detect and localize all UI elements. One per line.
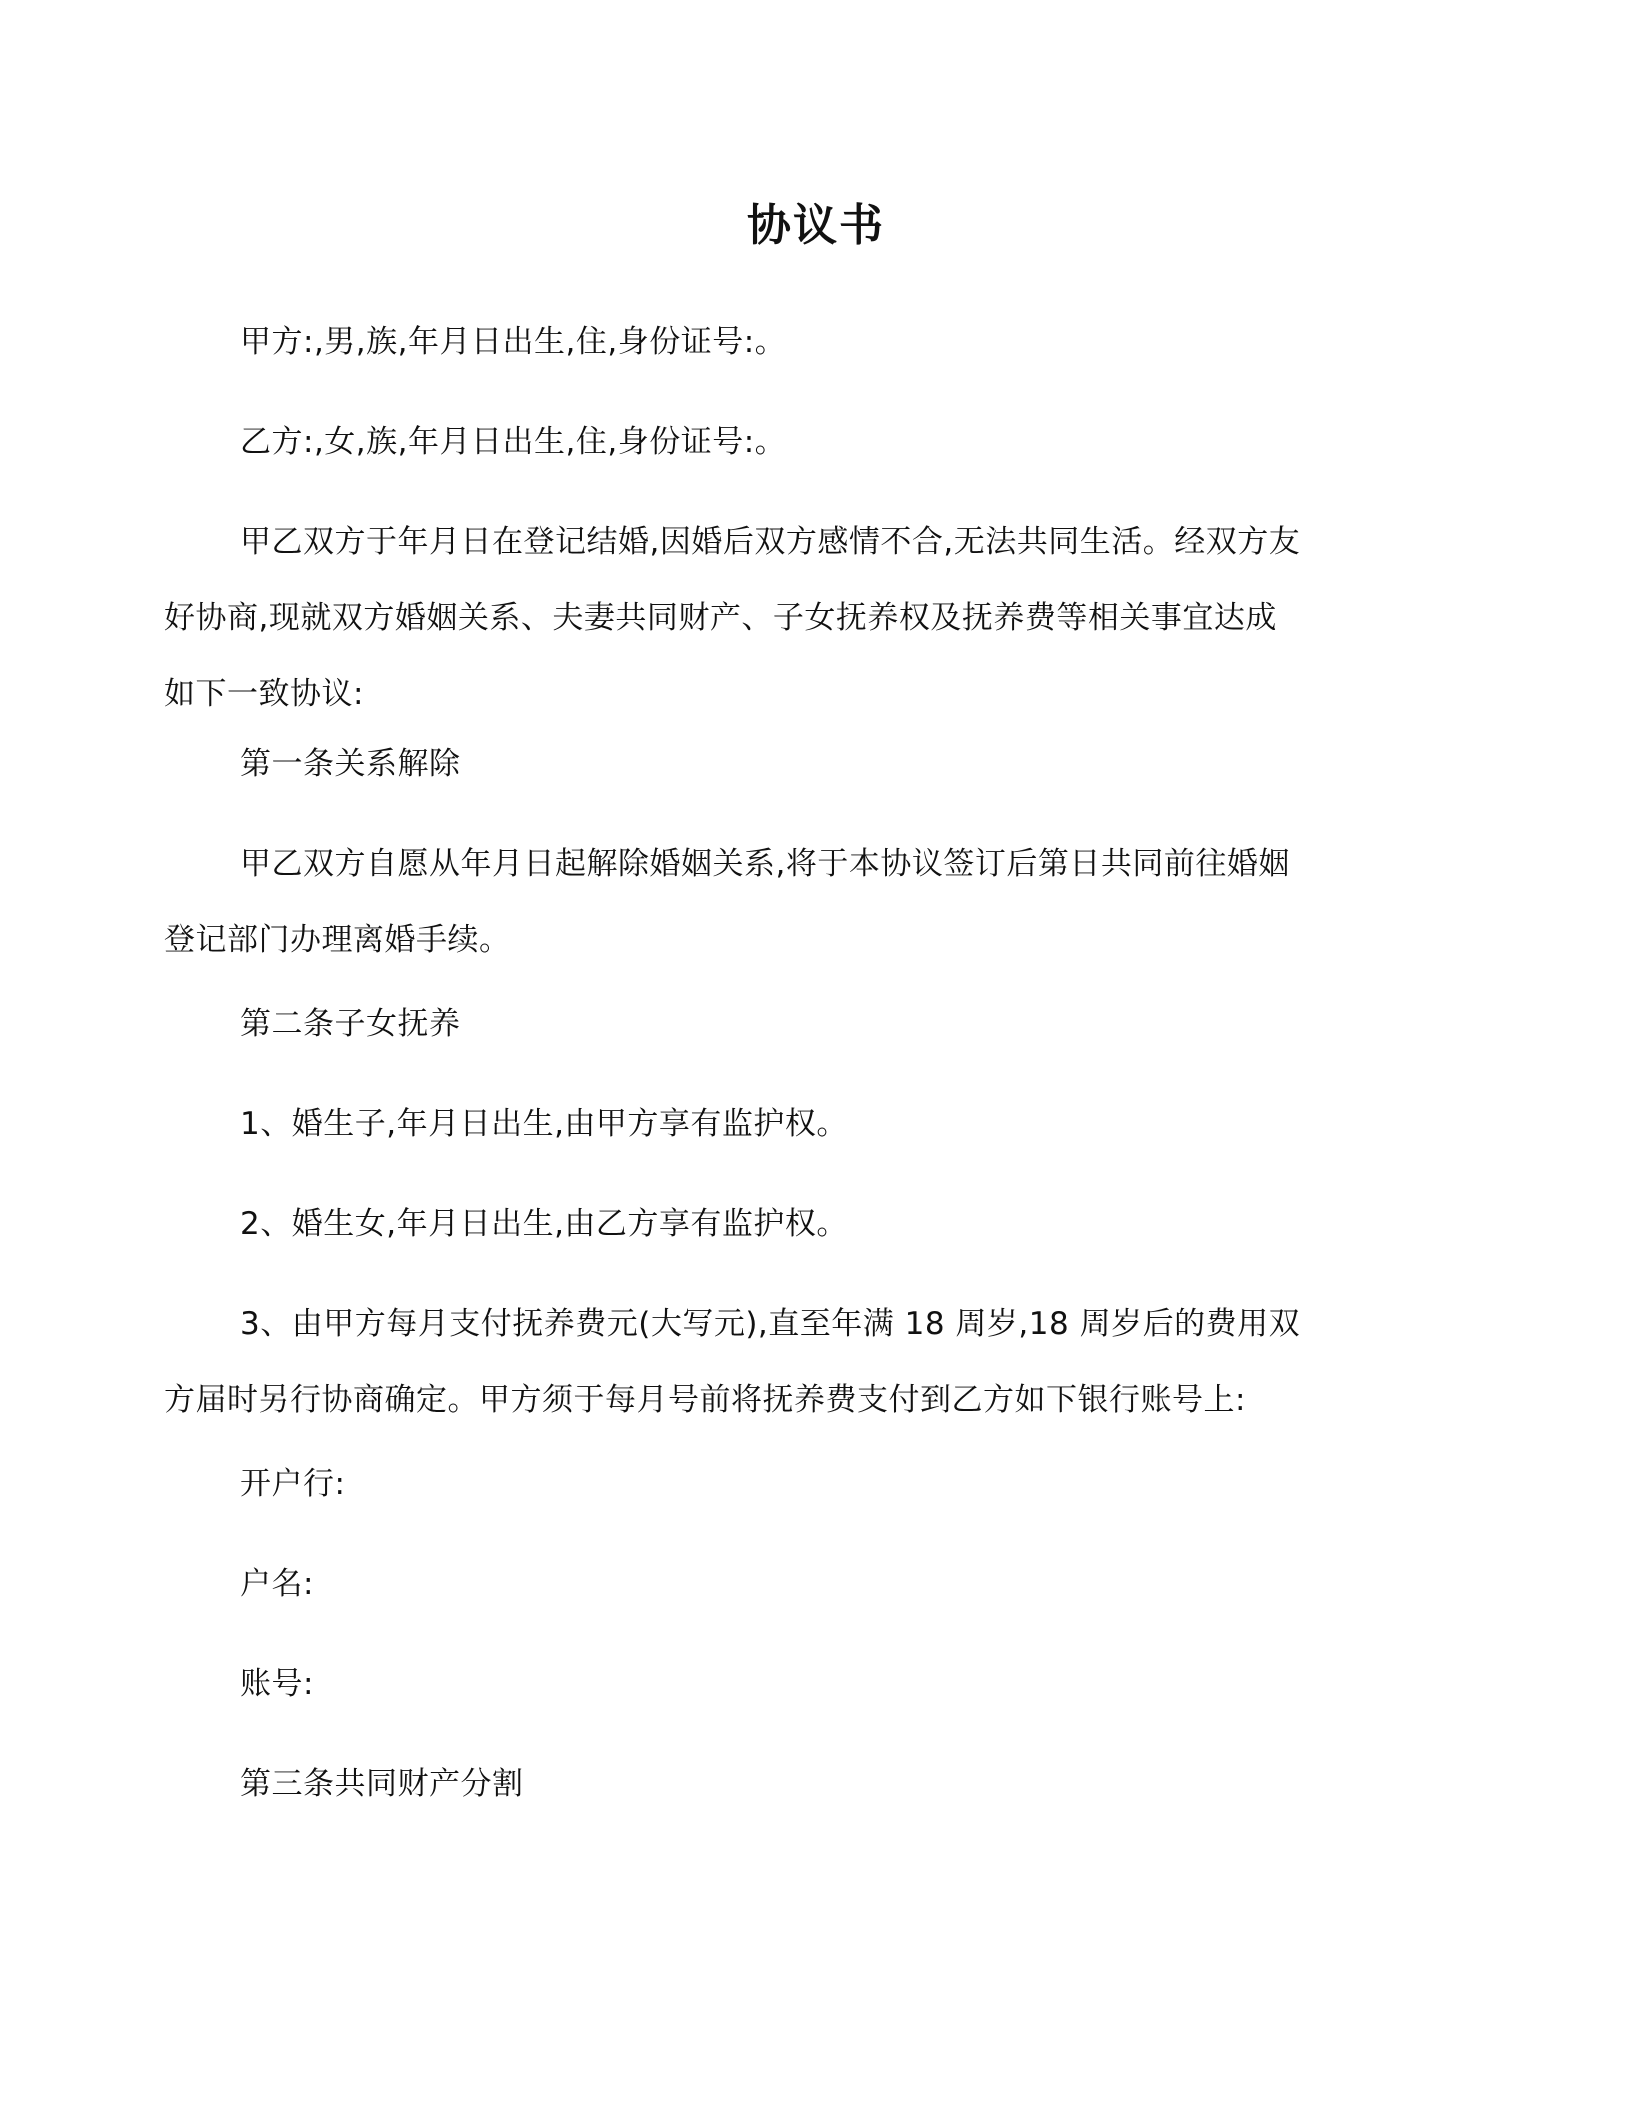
party-a-info: [240, 304, 1396, 380]
party-a-line: 甲方:,男,族,年月日出生,住,身份证号:。: [240, 324, 787, 360]
article1-heading: [240, 726, 1396, 802]
article1-body-line-2: 登记部门办理离婚手续。: [164, 922, 511, 958]
article2-item-3-line-1: 3、由甲方每月支付抚养费元(大写元),直至年满 18 周岁,18 周岁后的费用双: [240, 1306, 1301, 1342]
account-number-field: [240, 1646, 1396, 1722]
article2-item-1: [240, 1086, 1396, 1162]
party-b-line: 乙方:,女,族,年月日出生,住,身份证号:。: [240, 424, 787, 460]
article2-item-3-line-2: 方届时另行协商确定。甲方须于每月号前将抚养费支付到乙方如下银行账号上:: [164, 1382, 1246, 1418]
party-b-info: [240, 404, 1396, 480]
article2-heading: [240, 986, 1396, 1062]
account-name-label: 户名:: [240, 1566, 314, 1602]
article3-heading-text: 第三条共同财产分割: [240, 1766, 524, 1802]
intro-line-3: 如下一致协议:: [164, 676, 364, 712]
article1-body-line-1: 甲乙双方自愿从年月日起解除婚姻关系,将于本协议签订后第日共同前往婚姻: [240, 846, 1290, 882]
article2-item-1-text: 1、婚生子,年月日出生,由甲方享有监护权。: [240, 1106, 848, 1142]
intro-line-1: 甲乙双方于年月日在登记结婚,因婚后双方感情不合,无法共同生活。经双方友: [240, 524, 1301, 560]
article1-heading-text: 第一条关系解除: [240, 746, 461, 782]
article2-heading-text: 第二条子女抚养: [240, 1006, 461, 1042]
article2-item-2: [240, 1186, 1396, 1262]
bank-label: 开户行:: [240, 1466, 346, 1502]
article2-item-3: [164, 1286, 1396, 1438]
article3-heading: [240, 1746, 1396, 1822]
article1-body: [164, 826, 1396, 978]
intro-paragraph: [164, 504, 1396, 732]
account-number-label: 账号:: [240, 1666, 314, 1702]
account-name-field: [240, 1546, 1396, 1622]
article2-item-2-text: 2、婚生女,年月日出生,由乙方享有监护权。: [240, 1206, 848, 1242]
document-title: 协议书: [747, 200, 885, 251]
intro-line-2: 好协商,现就双方婚姻关系、夫妻共同财产、子女抚养权及抚养费等相关事宜达成: [164, 600, 1277, 636]
bank-field: [240, 1446, 1396, 1522]
